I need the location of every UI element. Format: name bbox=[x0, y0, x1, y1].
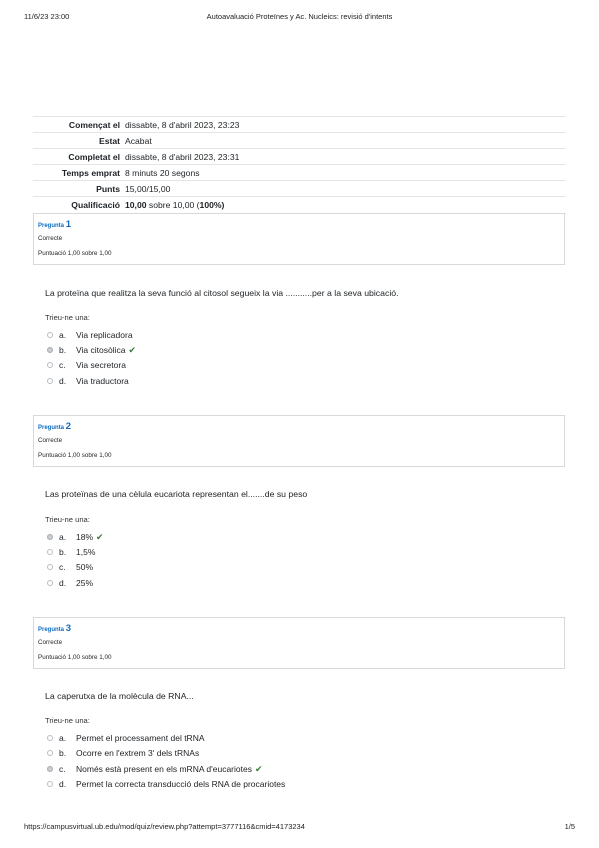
summary-label: Estat bbox=[33, 133, 125, 149]
option-text bbox=[76, 330, 133, 340]
radio-icon[interactable] bbox=[47, 750, 53, 756]
summary-value: dissabte, 8 d'abril 2023, 23:23 bbox=[125, 117, 566, 133]
option-text bbox=[76, 733, 205, 743]
summary-row bbox=[33, 133, 566, 149]
radio-icon[interactable] bbox=[47, 781, 53, 787]
option-text bbox=[76, 764, 263, 775]
grade-end: ) bbox=[221, 200, 225, 210]
option-text bbox=[76, 345, 136, 356]
grade-percent: 100% bbox=[199, 200, 222, 210]
summary-row bbox=[33, 149, 566, 165]
answer-prompt: Trieu-ne una: bbox=[45, 313, 90, 322]
option-letter: c. bbox=[59, 764, 66, 774]
answer-prompt: Trieu-ne una: bbox=[45, 716, 90, 725]
check-icon: ✔ bbox=[128, 345, 136, 355]
option-label: Permet el processament del tRNA bbox=[76, 733, 205, 743]
question-number-value: 1 bbox=[65, 219, 71, 230]
question-number bbox=[38, 421, 71, 432]
option-text bbox=[76, 578, 93, 588]
question-label: Pregunta bbox=[38, 425, 65, 431]
summary-label: Temps emprat bbox=[33, 165, 125, 181]
option-label: Via replicadora bbox=[76, 330, 133, 340]
radio-icon[interactable] bbox=[47, 549, 53, 555]
summary-value: 15,00/15,00 bbox=[125, 181, 566, 197]
question-label: Pregunta bbox=[38, 627, 65, 633]
option-label: Ocorre en l'extrem 3' dels tRNAs bbox=[76, 748, 200, 758]
option-label: Via traductora bbox=[76, 376, 129, 386]
radio-icon[interactable] bbox=[47, 347, 53, 353]
radio-icon[interactable] bbox=[47, 332, 53, 338]
option-letter: d. bbox=[59, 779, 67, 789]
page-url: https://campusvirtual.ub.edu/mod/quiz/review.php?attempt=3777116&cmid=4173234 bbox=[24, 822, 305, 831]
question-info-1 bbox=[33, 213, 565, 265]
option-letter: d. bbox=[59, 376, 67, 386]
option-label: 25% bbox=[76, 578, 94, 588]
answer-prompt: Trieu-ne una: bbox=[45, 515, 90, 524]
option-letter: d. bbox=[59, 578, 67, 588]
summary-label: Punts bbox=[33, 181, 125, 197]
option-text bbox=[76, 360, 126, 370]
check-icon: ✔ bbox=[254, 764, 263, 774]
option-text bbox=[76, 376, 129, 386]
question-grade: Puntuació 1,00 sobre 1,00 bbox=[38, 250, 112, 257]
option-letter: a. bbox=[59, 330, 67, 340]
print-date: 11/6/23 23:00 bbox=[24, 12, 70, 21]
option-label: 1,5% bbox=[76, 547, 96, 557]
question-info-2 bbox=[33, 415, 565, 467]
radio-icon[interactable] bbox=[47, 580, 53, 586]
question-number-value: 3 bbox=[65, 623, 71, 634]
question-text: Las proteïnas de una cèlula eucariota representan el.......de su peso bbox=[45, 489, 308, 499]
summary-row bbox=[33, 181, 566, 197]
question-grade: Puntuació 1,00 sobre 1,00 bbox=[38, 654, 112, 661]
check-icon: ✔ bbox=[96, 532, 104, 542]
radio-icon[interactable] bbox=[47, 735, 53, 741]
summary-value: dissabte, 8 d'abril 2023, 23:31 bbox=[125, 149, 566, 165]
attempt-summary-table bbox=[33, 116, 566, 214]
option-label: Només està present en els mRNA d'eucariotes bbox=[76, 764, 252, 774]
summary-label: Qualificació bbox=[33, 197, 125, 214]
page-number: 1/5 bbox=[564, 822, 575, 831]
grade-mid: sobre 10,00 ( bbox=[146, 200, 200, 210]
option-label: 50% bbox=[76, 562, 94, 572]
page-title: Autoavaluació Proteïnes y Ac. Nucleics: revisió d'intents bbox=[206, 12, 393, 21]
question-grade: Puntuació 1,00 sobre 1,00 bbox=[38, 452, 112, 459]
summary-label: Començat el bbox=[33, 117, 125, 133]
option-text bbox=[76, 532, 104, 543]
question-state: Correcte bbox=[38, 437, 63, 444]
summary-label: Completat el bbox=[33, 149, 125, 165]
option-label: Via secretora bbox=[76, 360, 126, 370]
option-label: Permet la correcta transducció dels RNA de procariotes bbox=[76, 779, 286, 789]
radio-icon[interactable] bbox=[47, 362, 53, 368]
option-text bbox=[76, 547, 95, 557]
option-letter: a. bbox=[59, 733, 67, 743]
question-number bbox=[38, 219, 71, 230]
print-header bbox=[24, 12, 575, 24]
option-letter: c. bbox=[59, 360, 66, 370]
option-text bbox=[76, 779, 285, 789]
option-letter: b. bbox=[59, 345, 67, 355]
grade-bold: 10,00 bbox=[125, 200, 147, 210]
summary-row bbox=[33, 197, 566, 214]
option-letter: b. bbox=[59, 547, 67, 557]
question-info-3 bbox=[33, 617, 565, 669]
question-state: Correcte bbox=[38, 235, 63, 242]
question-state: Correcte bbox=[38, 639, 63, 646]
option-letter: c. bbox=[59, 562, 66, 572]
option-letter: a. bbox=[59, 532, 67, 542]
summary-value: Acabat bbox=[125, 133, 566, 149]
summary-row bbox=[33, 117, 566, 133]
radio-icon[interactable] bbox=[47, 378, 53, 384]
grade-value bbox=[125, 197, 566, 214]
print-footer bbox=[24, 822, 575, 834]
option-label: 18% bbox=[76, 532, 94, 542]
radio-icon[interactable] bbox=[47, 766, 53, 772]
question-text: La proteïna que realitza la seva funció al citosol segueix la via ...........per a la seva ubicació. bbox=[45, 288, 399, 298]
option-text bbox=[76, 748, 199, 758]
summary-value: 8 minuts 20 segons bbox=[125, 165, 566, 181]
option-letter: b. bbox=[59, 748, 67, 758]
option-label: Via citosòlica bbox=[76, 345, 126, 355]
question-text: La caperutxa de la molècula de RNA... bbox=[45, 691, 194, 701]
question-number-value: 2 bbox=[65, 421, 71, 432]
question-label: Pregunta bbox=[38, 223, 65, 229]
question-number bbox=[38, 623, 71, 634]
radio-icon[interactable] bbox=[47, 564, 53, 570]
summary-row bbox=[33, 165, 566, 181]
option-text bbox=[76, 562, 93, 572]
radio-icon[interactable] bbox=[47, 534, 53, 540]
